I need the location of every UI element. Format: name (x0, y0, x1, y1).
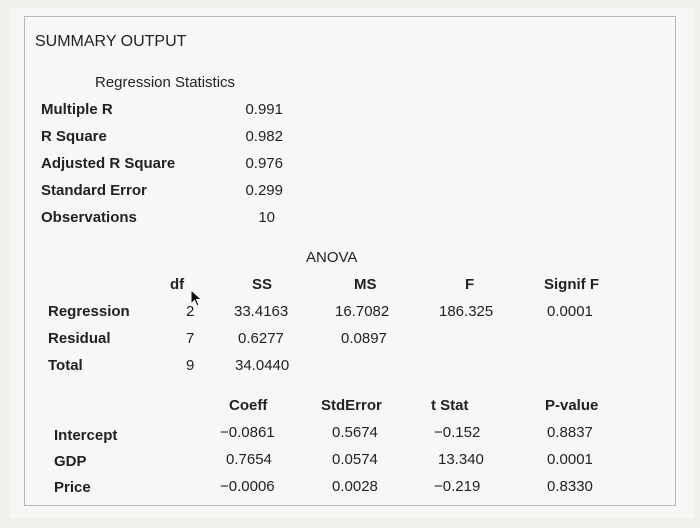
coef-header-tstat: t Stat (431, 397, 469, 414)
coef-gdp-pvalue: 0.0001 (547, 451, 593, 468)
stat-value-observations: 10 (258, 209, 275, 226)
stat-value-multiple-r: 0.991 (245, 101, 283, 118)
anova-total-df: 9 (186, 357, 195, 374)
anova-header-ms: MS (354, 276, 377, 293)
anova-header-df: df (170, 276, 185, 293)
regression-statistics-heading: Regression Statistics (95, 74, 236, 91)
anova-residual-ms: 0.0897 (341, 330, 387, 347)
anova-regression-df: 2 (186, 303, 195, 320)
anova-header-f: F (465, 276, 475, 293)
anova-row-label-residual: Residual (48, 330, 111, 347)
coef-header-stderror: StdError (321, 397, 382, 414)
stat-label-multiple-r: Multiple R (41, 101, 113, 118)
coef-price-tstat: −0.219 (434, 478, 481, 495)
coef-intercept-pvalue: 0.8837 (547, 424, 593, 441)
coef-gdp-tstat: 13.340 (438, 451, 484, 468)
coef-intercept-stderror: 0.5674 (332, 424, 378, 441)
anova-regression-ms: 16.7082 (335, 303, 390, 320)
anova-row-label-total: Total (48, 357, 83, 374)
stat-label-r-square: R Square (41, 128, 107, 145)
stat-label-adjusted-r-square: Adjusted R Square (41, 155, 176, 172)
anova-row-label-regression: Regression (48, 303, 130, 320)
coef-header-pvalue: P-value (545, 397, 599, 414)
coef-price-coeff: −0.0006 (220, 478, 275, 495)
anova-header-signif-f: Signif F (544, 276, 599, 293)
coef-row-label-gdp: GDP (54, 453, 87, 470)
coef-gdp-stderror: 0.0574 (332, 451, 378, 468)
coef-row-label-intercept: Intercept (54, 427, 118, 444)
anova-regression-ss: 33.4163 (234, 303, 289, 320)
stat-label-standard-error: Standard Error (41, 182, 147, 199)
coef-row-label-price: Price (54, 479, 91, 496)
stat-value-standard-error: 0.299 (245, 182, 283, 199)
stat-label-observations: Observations (41, 209, 137, 226)
summary-output-sheet (10, 8, 694, 518)
anova-total-ss: 34.0440 (235, 357, 290, 374)
anova-regression-signif-f: 0.0001 (547, 303, 593, 320)
anova-residual-ss: 0.6277 (238, 330, 284, 347)
coef-header-coeff: Coeff (229, 397, 268, 414)
coef-gdp-coeff: 0.7654 (226, 451, 272, 468)
summary-title: SUMMARY OUTPUT (35, 33, 187, 50)
anova-residual-df: 7 (186, 330, 195, 347)
stat-value-adjusted-r-square: 0.976 (245, 155, 283, 172)
anova-regression-f: 186.325 (439, 303, 494, 320)
coef-price-pvalue: 0.8330 (547, 478, 593, 495)
coef-intercept-tstat: −0.152 (434, 424, 481, 441)
stat-value-r-square: 0.982 (245, 128, 283, 145)
anova-heading: ANOVA (306, 249, 358, 266)
coef-price-stderror: 0.0028 (332, 478, 378, 495)
output-frame (24, 16, 676, 506)
coef-intercept-coeff: −0.0861 (220, 424, 275, 441)
anova-header-ss: SS (252, 276, 273, 293)
